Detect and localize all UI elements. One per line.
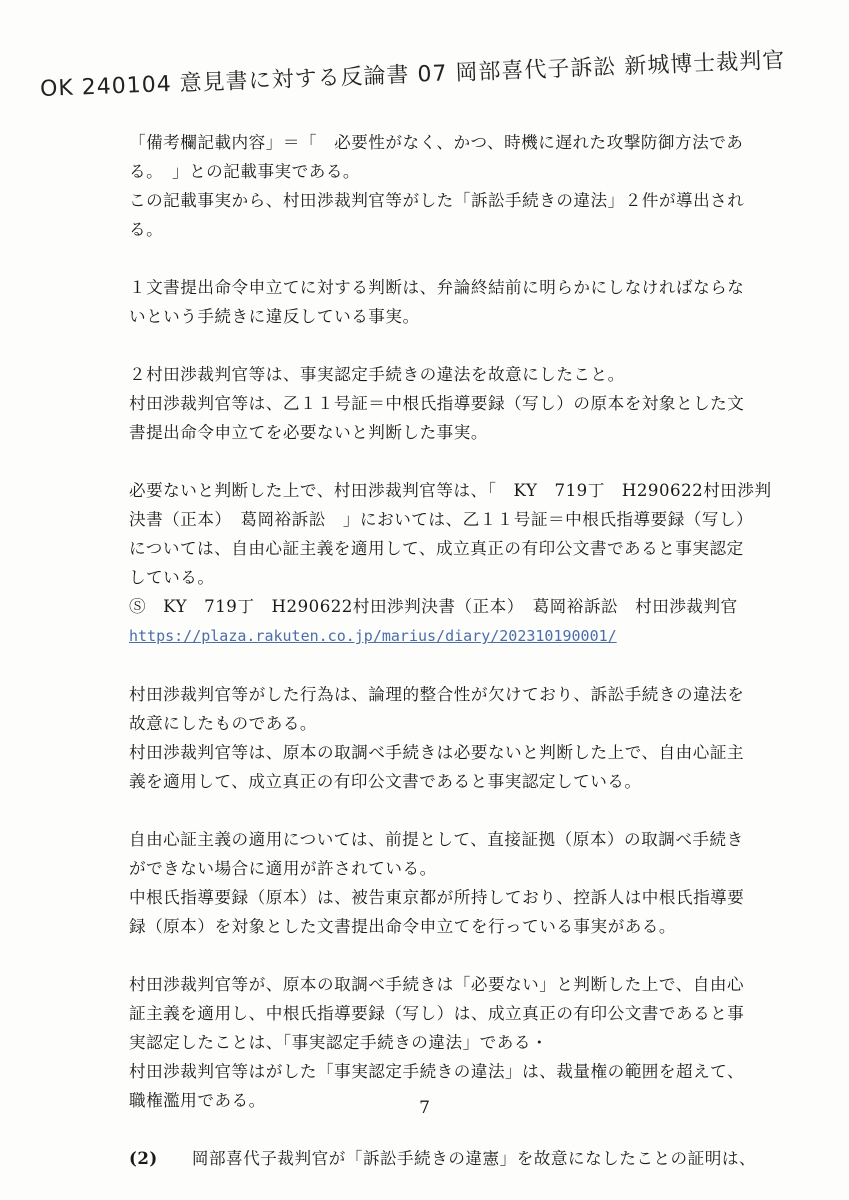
handwritten-title: OK 240104 意見書に対する反論書 07 岡部喜代子訴訟 新城博士裁判官 bbox=[39, 48, 786, 102]
section-heading-text: 岡部喜代子裁判官が「訴訟手続きの違憲」を故意になしたことの証明は、 bbox=[157, 1149, 757, 1168]
body-line: ができない場合に適用が許されている。 bbox=[129, 859, 437, 878]
body-line: 必要ないと判断した上で、村田渉裁判官等は、「 KY 719丁 H290622村田渉判 bbox=[129, 481, 772, 500]
body-line: 村田渉裁判官等はがした「事実認定手続きの違法」は、裁量権の範囲を超えて、 bbox=[129, 1062, 745, 1081]
document-body bbox=[129, 128, 789, 1173]
body-line: 村田渉裁判官等が、原本の取調べ手続きは「必要ない」と判断した上で、自由心 bbox=[129, 975, 745, 994]
page-number: 7 bbox=[419, 1098, 430, 1118]
reference-line: Ⓢ KY 719丁 H290622村田渉判決書（正本） 葛岡裕訴訟 村田渉裁判官 bbox=[129, 597, 738, 616]
body-line: 証主義を適用し、中根氏指導要録（写し）は、成立真正の有印公文書であると事 bbox=[129, 1004, 745, 1023]
body-line: 義を適用して、成立真正の有印公文書であると事実認定している。 bbox=[129, 772, 642, 791]
body-line: している。 bbox=[129, 568, 215, 587]
paragraph-gap bbox=[129, 447, 789, 476]
body-line: 自由心証主義の適用については、前提として、直接証拠（原本）の取調べ手続き bbox=[129, 830, 744, 849]
body-line: 故意にしたものである。 bbox=[129, 714, 318, 733]
paragraph-gap bbox=[129, 941, 789, 970]
body-line: る。 」との記載事実である。 bbox=[129, 162, 361, 181]
paragraph-gap bbox=[129, 244, 789, 273]
body-line: １文書提出命令申立てに対する判断は、弁論終結前に明らかにしなければならな bbox=[129, 278, 745, 297]
body-line: 実認定したことは、「事実認定手続きの違法」である・ bbox=[129, 1033, 549, 1052]
body-line: る。 bbox=[129, 220, 164, 239]
body-line: 中根氏指導要録（原本）は、被告東京都が所持しており、控訴人は中根氏指導要 bbox=[129, 888, 745, 907]
paragraph-gap bbox=[129, 796, 789, 825]
body-line: 書提出命令申立てを必要ないと判断した事実。 bbox=[129, 423, 488, 442]
body-line: ２村田渉裁判官等は、事実認定手続きの違法を故意にしたこと。 bbox=[129, 365, 625, 384]
body-line: いという手続きに違反している事実。 bbox=[129, 307, 420, 326]
body-line: 録（原本）を対象とした文書提出命令申立てを行っている事実がある。 bbox=[129, 917, 676, 936]
section-heading-line bbox=[129, 1144, 789, 1173]
body-line: 決書（正本） 葛岡裕訴訟 」においては、乙１１号証＝中根氏指導要録（写し） bbox=[129, 510, 754, 529]
body-line: 「備考欄記載内容」＝「 必要性がなく、かつ、時機に遅れた攻撃防御方法であ bbox=[129, 133, 744, 152]
reference-link[interactable]: https://plaza.rakuten.co.jp/marius/diary/202310190001/ bbox=[129, 627, 617, 645]
paragraph-gap bbox=[129, 331, 789, 360]
body-line: この記載事実から、村田渉裁判官等がした「訴訟手続きの違法」２件が導出され bbox=[129, 191, 745, 210]
body-line: 村田渉裁判官等は、乙１１号証＝中根氏指導要録（写し）の原本を対象とした文 bbox=[129, 394, 745, 413]
section-marker: (2) bbox=[129, 1148, 158, 1168]
body-line: 村田渉裁判官等は、原本の取調べ手続きは必要ないと判断した上で、自由心証主 bbox=[129, 743, 745, 762]
body-line: 職権濫用である。 bbox=[129, 1091, 266, 1110]
body-line: については、自由心証主義を適用して、成立真正の有印公文書であると事実認定 bbox=[129, 539, 744, 558]
body-line: 村田渉裁判官等がした行為は、論理的整合性が欠けており、訴訟手続きの違法を bbox=[129, 685, 745, 704]
paragraph-gap bbox=[129, 1115, 789, 1144]
paragraph-gap bbox=[129, 651, 789, 680]
